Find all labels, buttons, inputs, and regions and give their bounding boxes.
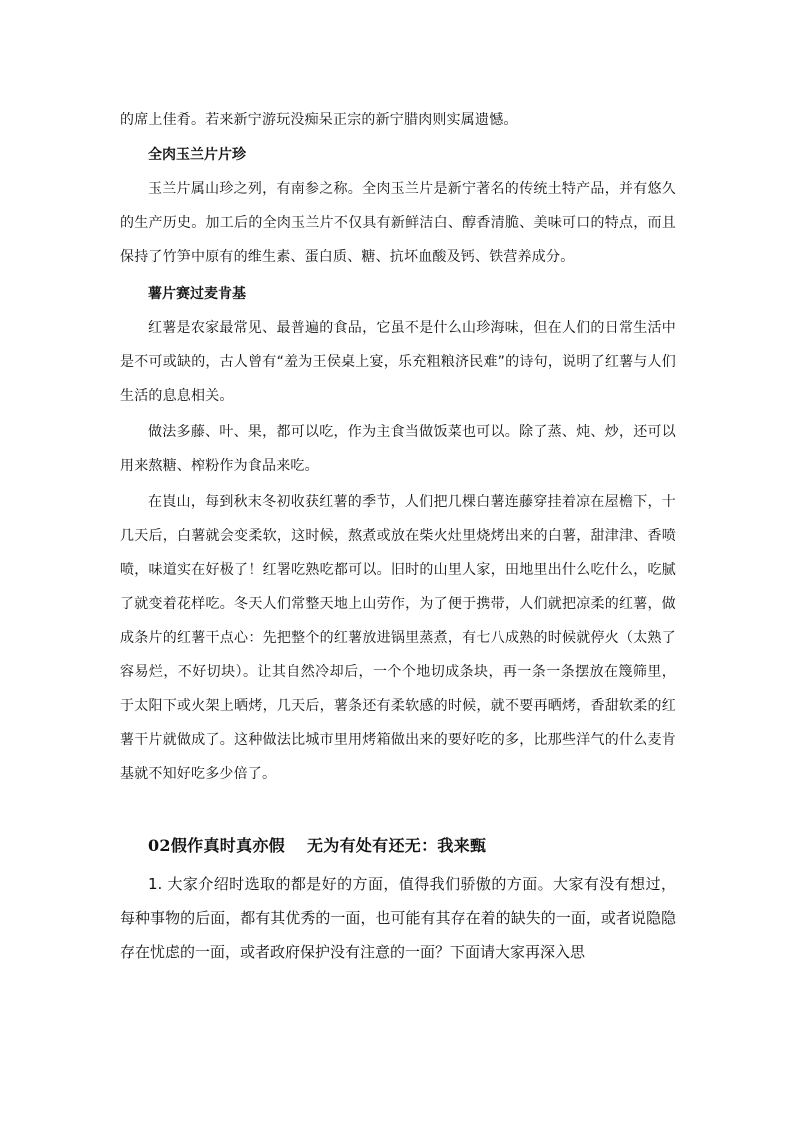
section-heading-left: 02假作真时真亦假 (148, 836, 285, 855)
paragraph-shu-2: 做法多藤、叶、果，都可以吃，作为主食当做饭菜也可以。除了蒸、炖、炒，还可以用来熬糖、榨粉作为食品来吃。 (120, 424, 676, 474)
paragraph-intro-end: 的席上佳肴。若来新宁游玩没痴呆正宗的新宁腊肉则实属遗憾。 (120, 112, 518, 128)
subheading-shupian: 薯片赛过麦肯基 (148, 286, 246, 302)
paragraph-shu-1: 红薯是农家最常见、最普遍的食品，它虽不是什么山珍海味，但在人们的日常生活中是不可或缺的，古人曾有“羞为王侯桌上宴，乐充粗粮济民难”的诗句，说明了红薯与人们生活的息息相关。 (120, 320, 676, 404)
paragraph-section2-1: 1. 大家介绍时选取的都是好的方面，值得我们骄傲的方面。大家有没有想过，每种事物的后面，都有其优秀的一面，也可能有其存在着的缺失的一面，或者说隐隐存在忧虑的一面，或者政府保护没有注意的一面？下面请大家再深入思 (120, 875, 676, 961)
section-heading (148, 829, 486, 863)
section-heading-right: 无为有处有还无：我来甄 (306, 836, 487, 855)
subheading-yulan: 全肉玉兰片片珍 (148, 147, 246, 163)
paragraph-shu-3: 在崀山，每到秋末冬初收获红薯的季节，人们把几棵白薯连藤穿挂着凉在屋檐下，十几天后，白薯就会变柔软，这时候，熬煮或放在柴火灶里烧烤出来的白薯，甜津津、香喷喷，味道实在好极了！红署吃熟吃都可以。旧时的山里人家，田地里出什么吃什么，吃腻了就变着花样吃。冬天人们常整天地上山劳作，为了便于携带，人们就把凉柔的红薯，做成条片的红薯干点心：先把整个的红薯放进锅里蒸煮，有七八成熟的时候就停火（太熟了容易烂，不好切块）。让其自然冷却后，一个个地切成条块，再一条一条摆放在篾筛里，于太阳下或火架上晒烤，几天后，薯条还有柔软感的时候，就不要再晒烤，香甜软柔的红薯干片就做成了。这种做法比城市里用烤箱做出来的要好吃的多，比那些洋气的什么麦肯基就不知好吃多少倍了。 (120, 494, 676, 782)
paragraph-yulan: 玉兰片属山珍之列，有南参之称。全肉玉兰片是新宁著名的传统土特产品，并有悠久的生产历史。加工后的全肉玉兰片不仅具有新鲜洁白、醇香清脆、美味可口的特点，而且保持了竹笋中原有的维生素、蛋白质、糖、抗坏血酸及钙、铁营养成分。 (120, 181, 676, 265)
